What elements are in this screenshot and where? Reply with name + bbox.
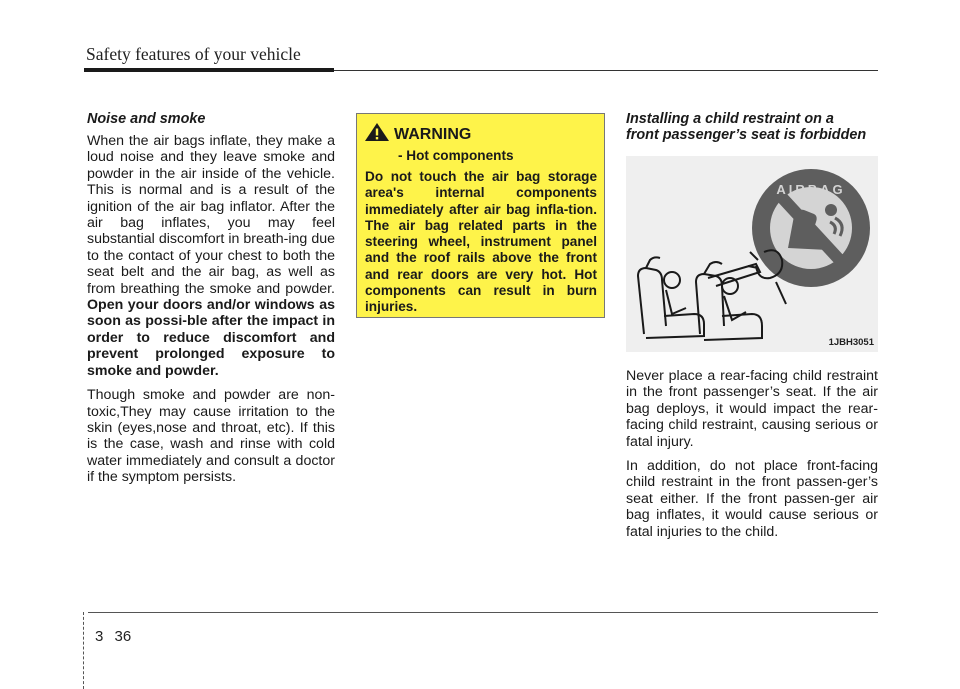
figure-code: 1JBH3051 <box>828 337 874 348</box>
footer-vertical-line <box>83 612 84 689</box>
left-column <box>87 111 335 494</box>
page-number-value: 36 <box>114 628 132 645</box>
warning-header <box>364 122 597 147</box>
footer-rule <box>88 612 878 613</box>
noise-smoke-bold-advice: Open your doors and/or windows as soon as possi-ble after the impact in order to reduce discomfort and prevent prolonged exposure to smoke and powder. <box>87 297 335 379</box>
child-restraint-heading-line2: front passenger’s seat is forbidden <box>626 127 867 143</box>
header-rule <box>334 70 878 71</box>
rear-facing-warning-paragraph: Never place a rear-facing child restraint in the front passenger’s seat. If the air bag deploys, it would impact the rear-facing child restraint, causing serious or fatal injury. <box>626 368 878 450</box>
no-rear-facing-seat-icon <box>626 156 878 352</box>
noise-smoke-text: When the air bags inflate, they make a loud noise and they leave smoke and powder in the air inside of the vehicle. This is normal and is a result of the ignition of the air bag inflator. After the air bag inflates, you may feel substantial discomfort in breath-ing due to the contact of your chest to both the seat belt and the air bag, as well as from breathing the smoke and powder. <box>87 133 335 297</box>
right-column <box>626 111 878 143</box>
warning-title: WARNING <box>394 125 472 143</box>
chapter-number: 3 <box>95 628 104 645</box>
page-header-title: Safety features of your vehicle <box>86 44 301 64</box>
smoke-toxicity-paragraph: Though smoke and powder are non-toxic,They may cause irritation to the skin (eyes,nose and throat, etc). If this is the case, wash and rinse with cold water immediately and consult a doctor if the symptom persists. <box>87 387 335 486</box>
airbag-child-seat-figure <box>626 156 878 352</box>
page-number <box>95 628 131 645</box>
right-column-body <box>626 368 878 548</box>
front-facing-warning-paragraph: In addition, do not place front-facing child restraint in the front passen-ger’s seat either. If the front passen-ger air bag inflates, it would cause serious or fatal injuries to the child. <box>626 458 878 540</box>
warning-box <box>356 113 605 318</box>
child-restraint-heading <box>626 111 878 143</box>
warning-body: Do not touch the air bag storage area's internal components immediately after air bag infla-tion. The air bag related parts in the steering wheel, instrument panel and the roof rails above the front and rear doors are very hot. Hot components can result in burn injuries. <box>365 169 597 315</box>
warning-triangle-icon <box>364 122 390 147</box>
noise-smoke-heading: Noise and smoke <box>87 111 206 127</box>
child-restraint-heading-line1: Installing a child restraint on a <box>626 111 834 127</box>
airbag-ring-label: AIRBAG <box>776 182 846 197</box>
header-bar <box>84 68 334 72</box>
noise-smoke-paragraph <box>87 133 335 379</box>
warning-subtitle: - Hot components <box>398 148 514 163</box>
